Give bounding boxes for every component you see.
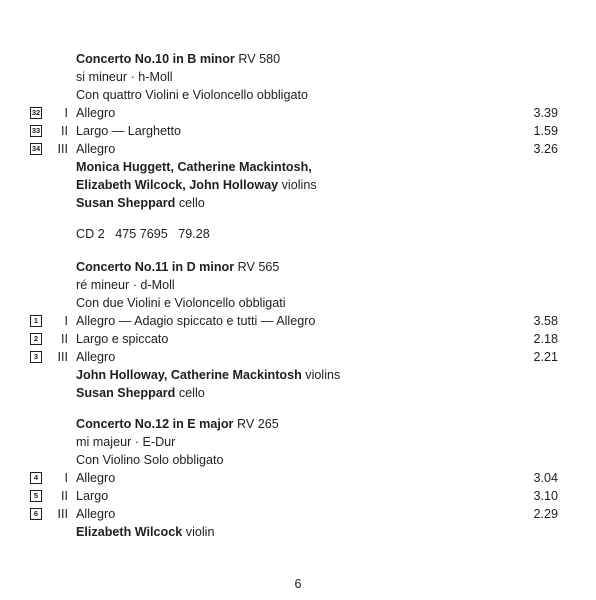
performer-line [76, 176, 317, 194]
track-number-box: 4 [30, 472, 42, 484]
key-signature: ré mineur · d-Moll [76, 278, 175, 292]
duration: 2.21 [533, 350, 558, 364]
track-row [0, 505, 596, 523]
catalogue-number: RV 565 [237, 260, 280, 274]
cd-info: CD 2 475 7695 79.28 [76, 227, 210, 241]
key-signature: si mineur · h-Moll [76, 70, 173, 84]
performer-names: Elizabeth Wilcock, John Holloway [76, 178, 279, 192]
performer-line [76, 366, 340, 384]
movement-title: Allegro [76, 142, 116, 156]
concerto-heading [76, 415, 279, 433]
performer-names: John Holloway, Catherine Mackintosh [76, 368, 302, 382]
track-number-box: 33 [31, 126, 41, 135]
movement-title: Allegro [76, 471, 116, 485]
track-number-box: 32 [31, 108, 41, 117]
performer-role: cello [178, 386, 205, 400]
track-number-box: 2 [30, 333, 42, 345]
page-number: 6 [294, 577, 302, 591]
catalogue-number: RV 265 [236, 417, 279, 431]
movement-title: Largo e spiccato [76, 332, 169, 346]
movement-numeral: I [64, 106, 68, 120]
performer-role: violin [185, 525, 215, 539]
movement-title: Allegro [76, 106, 116, 120]
movement-numeral: III [57, 507, 68, 521]
scoring: Con Violino Solo obbligato [76, 453, 224, 467]
track-row [0, 348, 596, 366]
duration: 2.18 [533, 332, 558, 346]
duration: 2.29 [533, 507, 558, 521]
duration: 3.58 [533, 314, 558, 328]
scoring: Con due Violini e Violoncello obbligati [76, 296, 286, 310]
duration: 1.59 [533, 124, 558, 138]
track-number-box: 1 [30, 315, 42, 327]
concerto-heading [76, 50, 280, 68]
movement-title: Largo — Larghetto [76, 124, 182, 138]
movement-numeral: III [57, 350, 68, 364]
concerto-title: Concerto No.11 in D minor [76, 260, 235, 274]
movement-numeral: II [61, 332, 68, 346]
performer-names: Susan Sheppard [76, 196, 176, 210]
concerto-heading [76, 258, 279, 276]
movement-numeral: III [57, 142, 68, 156]
movement-numeral: I [64, 314, 68, 328]
movement-numeral: I [64, 471, 68, 485]
movement-title: Allegro — Adagio spiccato e tutti — Allegro [76, 314, 316, 328]
track-row [0, 312, 596, 330]
movement-title: Allegro [76, 350, 116, 364]
scoring: Con quattro Violini e Violoncello obbligato [76, 88, 308, 102]
performer-line [76, 158, 312, 176]
concerto-title: Concerto No.12 in E major [76, 417, 234, 431]
duration: 3.10 [533, 489, 558, 503]
track-row [0, 469, 596, 487]
movement-numeral: II [61, 124, 68, 138]
performer-names: Susan Sheppard [76, 386, 176, 400]
movement-title: Allegro [76, 507, 116, 521]
catalogue-number: RV 580 [238, 52, 281, 66]
key-signature: mi majeur · E-Dur [76, 435, 176, 449]
performer-role: violins [281, 178, 317, 192]
performer-line [76, 523, 214, 541]
track-row [0, 487, 596, 505]
performer-names: Elizabeth Wilcock [76, 525, 183, 539]
track-number-box: 5 [30, 490, 42, 502]
movement-title: Largo [76, 489, 109, 503]
track-row [0, 330, 596, 348]
track-row [0, 122, 596, 140]
duration: 3.39 [533, 106, 558, 120]
performer-line [76, 194, 205, 212]
track-number-box: 3 [30, 351, 42, 363]
track-number-box: 6 [30, 508, 42, 520]
duration: 3.26 [533, 142, 558, 156]
performer-names: Monica Huggett, Catherine Mackintosh, [76, 160, 312, 174]
concerto-title: Concerto No.10 in B minor [76, 52, 235, 66]
track-number-box: 34 [31, 144, 41, 153]
duration: 3.04 [533, 471, 558, 485]
movement-numeral: II [61, 489, 68, 503]
performer-line [76, 384, 205, 402]
track-row [0, 104, 596, 122]
track-row [0, 140, 596, 158]
performer-role: cello [178, 196, 205, 210]
performer-role: violins [305, 368, 341, 382]
